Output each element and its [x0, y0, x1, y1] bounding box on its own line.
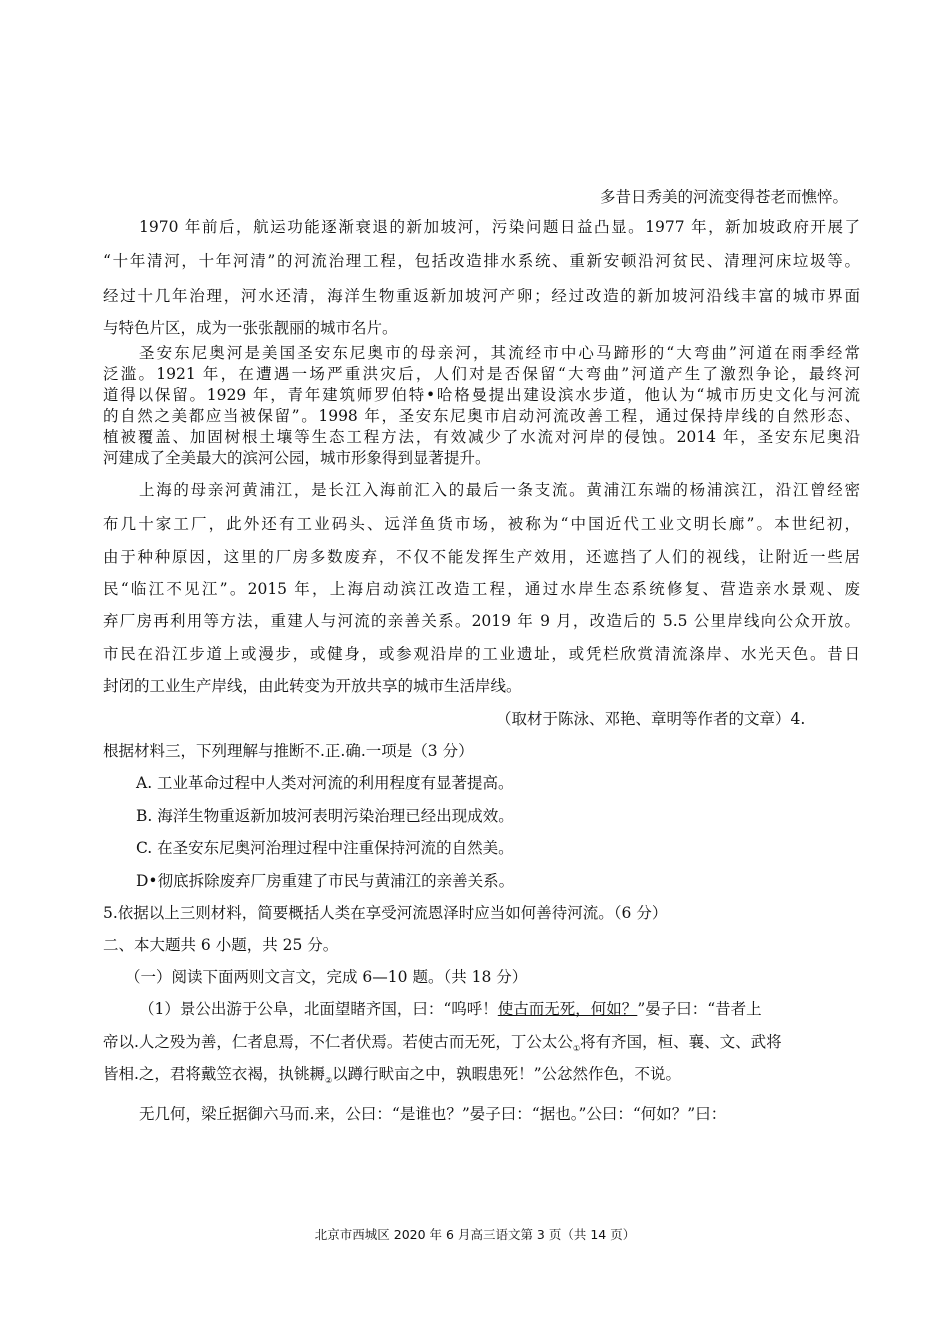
footnote-marker: ② [324, 1076, 333, 1086]
option-c: C. 在圣安东尼奥河治理过程中注重保持河流的自然美。 [136, 839, 514, 857]
text-line: 市民在沿江步道上或漫步，或健身，或参观沿岸的工业遗址，或凭栏欣赏清流涤岸、水光天色。昔日 [103, 645, 860, 663]
subsection-heading: （一）阅读下面两则文言文，完成 6—10 题。（共 18 分） [125, 968, 528, 986]
underlined-sentence: 使古而无死，何如？ [497, 1000, 638, 1018]
classical-text-line: 帝以.人之殁为善，仁者息焉，不仁者伏焉。若使古而无死，丁公太公$_①$将有齐国，桓、襄、文、武将 [103, 1033, 782, 1054]
text-line: 植被覆盖、加固树根土壤等生态工程方法，有效减少了水流对河岸的侵蚀。2014 年，圣安东尼奥沿 [103, 428, 860, 446]
text-line: 由于种种原因，这里的厂房多数废弃，不仅不能发挥生产效用，还遮挡了人们的视线，让附近一些居 [103, 548, 860, 566]
page-footer: 北京市西城区 2020 年 6 月高三语文第 3 页（共 14 页） [314, 1227, 636, 1242]
text-line: 经过十几年治理，河水还清，海洋生物重返新加坡河产卵；经过改造的新加坡河沿线丰富的城市界面 [103, 287, 860, 305]
text-line: 1970 年前后，航运功能逐渐衰退的新加坡河，污染问题日益凸显。1977 年，新加坡政府开展了 [139, 218, 860, 236]
text-line: 上海的母亲河黄浦江，是长江入海前汇入的最后一条支流。黄浦江东端的杨浦滨江，沿江曾经密 [139, 481, 860, 499]
option-d: D•彻底拆除废弃厂房重建了市民与黄浦江的亲善关系。 [136, 872, 515, 890]
question-5: 5.依据以上三则材料，简要概括人类在享受河流恩泽时应当如何善待河流。（6 分） [103, 904, 668, 922]
classical-text-line: 皆相.之，君将戴笠衣褐，执铫耨$_②$以蹲行畎亩之中，孰暇患死！”公忿然作色，不说。 [103, 1065, 682, 1086]
footnote-marker: ① [572, 1044, 581, 1054]
classical-text-line: 无几何，梁丘据御六马而.来，公曰：“是谁也？”晏子曰：“据也。”公曰：“何如？”曰： [139, 1105, 727, 1123]
section-heading: 二、本大题共 6 小题，共 25 分。 [103, 936, 339, 954]
text-line: 布几十家工厂，此外还有工业码头、远洋鱼货市场，被称为“中国近代工业文明长廊”。本世纪初， [103, 515, 860, 533]
text-line: 道得以保留。1929 年，青年建筑师罗伯特•哈格曼提出建设滨水步道，他认为“城市历史文化与河流 [103, 386, 860, 404]
source-citation: （取材于陈泳、邓艳、章明等作者的文章）4. [496, 710, 806, 728]
text-line: 封闭的工业生产岸线，由此转变为开放共享的城市生活岸线。 [103, 677, 522, 695]
text-line: 民“临江不见江”。2015 年，上海启动滨江改造工程，通过水岸生态系统修复、营造亲水景观、废 [103, 580, 860, 598]
text-line: 河建成了全美最大的滨河公园，城市形象得到显著提升。 [103, 449, 491, 467]
text-line: 的自然之美都应当被保留”。1998 年，圣安东尼奥市启动河流改善工程，通过保持岸线的自然形态、 [103, 407, 860, 425]
text-line: 圣安东尼奥河是美国圣安东尼奥市的母亲河，其流经市中心马蹄形的“大弯曲”河道在雨季经常 [139, 344, 860, 362]
text-line: 弃厂房再利用等方法，重建人与河流的亲善关系。2019 年 9 月，改造后的 5.5 公里岸线向公众开放。 [103, 612, 860, 630]
text-line: “十年清河，十年河清”的河流治理工程，包括改造排水系统、重新安顿沿河贫民、清理河床垃圾等。 [103, 252, 860, 270]
option-b: B. 海洋生物重返新加坡河表明污染治理已经出现成效。 [136, 807, 514, 825]
option-a: A. 工业革命过程中人类对河流的利用程度有显著提高。 [136, 774, 514, 792]
text-line: 多昔日秀美的河流变得苍老而憔悴。 [600, 188, 849, 206]
text-line: 与特色片区，成为一张张靓丽的城市名片。 [103, 319, 398, 337]
question-4: 根据材料三，下列理解与推断不.正.确.一项是（3 分） [103, 742, 474, 760]
text-line: 泛滥。1921 年，在遭遇一场严重洪灾后，人们对是否保留“大弯曲”河道产生了激烈争论，最终河 [103, 365, 860, 383]
classical-text-line: （1）景公出游于公阜，北面望睹齐国，曰：“呜呼！使古而无死，何如？”晏子曰：“昔者上 [139, 1000, 762, 1018]
